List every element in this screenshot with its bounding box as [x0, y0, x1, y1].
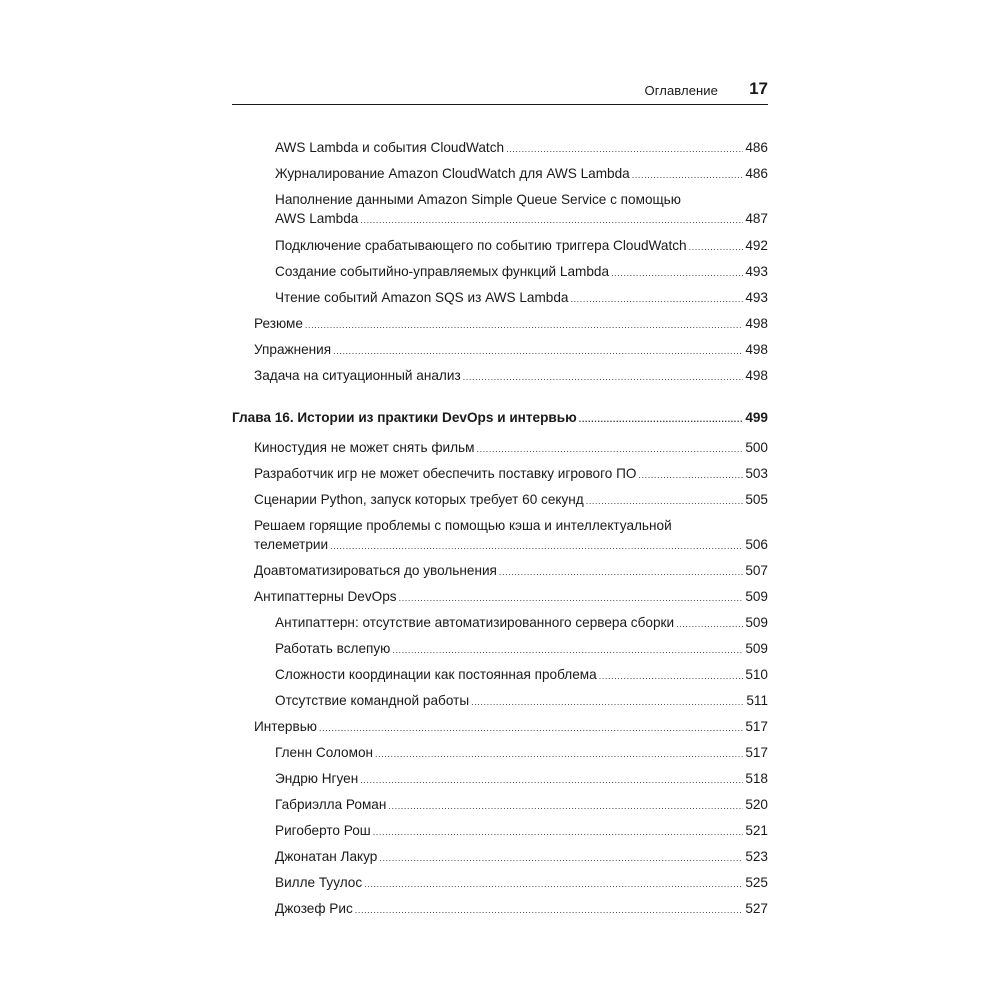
- toc-entry[interactable]: [275, 138, 768, 159]
- dot-leader: [360, 771, 743, 790]
- toc-entry-page: 499: [745, 410, 768, 425]
- dot-leader: [392, 641, 743, 660]
- toc-entry-page: 510: [745, 667, 768, 682]
- toc-entry-label: AWS Lambda и события CloudWatch: [275, 140, 505, 155]
- toc-entry-label-line1: Наполнение данными Amazon Simple Queue Service с помощью: [275, 192, 681, 207]
- dot-leader: [463, 368, 744, 387]
- toc-entry-page: 523: [745, 849, 768, 864]
- dot-leader: [638, 466, 743, 485]
- toc-entry[interactable]: [254, 366, 768, 387]
- toc-entry-page: 509: [745, 641, 768, 656]
- toc-entry-label: Интервью: [254, 719, 317, 734]
- toc-entry-label: Джозеф Рис: [275, 901, 353, 916]
- toc-entry-label: Гленн Соломон: [275, 745, 374, 760]
- toc-entry-page: 498: [745, 316, 768, 331]
- toc-entry[interactable]: [275, 899, 768, 920]
- toc-entry[interactable]: [254, 717, 768, 738]
- dot-leader: [586, 492, 744, 511]
- toc-entry-label: Работать вслепую: [275, 641, 391, 656]
- toc-entry[interactable]: [254, 516, 768, 556]
- toc-entry-page: 507: [745, 563, 768, 578]
- dot-leader: [379, 849, 743, 868]
- dot-leader: [579, 410, 744, 429]
- dot-leader: [319, 719, 743, 738]
- dot-leader: [570, 290, 743, 309]
- toc-entry-label: Ригоберто Рош: [275, 823, 371, 838]
- dot-leader: [471, 693, 744, 712]
- header-page-number: 17: [749, 79, 768, 98]
- dot-leader: [375, 745, 743, 764]
- toc-entry-label: Сценарии Python, запуск которых требует 60 секунд: [254, 492, 584, 507]
- dot-leader: [305, 316, 743, 335]
- dot-leader: [689, 238, 744, 257]
- dot-leader: [599, 667, 744, 686]
- toc-entry-label: Разработчик игр не может обеспечить поставку игрового ПО: [254, 466, 637, 481]
- dot-leader: [373, 823, 744, 842]
- toc-entry[interactable]: [254, 340, 768, 361]
- toc-entry-label: Глава 16. Истории из практики DevOps и интервью: [232, 410, 577, 425]
- dot-leader: [388, 797, 743, 816]
- toc-entry-label: Джонатан Лакур: [275, 849, 378, 864]
- dot-leader: [632, 166, 744, 185]
- toc-entry-page: 517: [745, 719, 768, 734]
- toc-entry-page: 517: [745, 745, 768, 760]
- dot-leader: [330, 537, 743, 556]
- toc-entry-page: 486: [745, 166, 768, 181]
- toc-entry-label: Киностудия не может снять фильм: [254, 440, 475, 455]
- toc-entry-label: Габриэлла Роман: [275, 797, 387, 812]
- toc-entry-page: 527: [745, 901, 768, 916]
- toc-entry-page: 498: [745, 368, 768, 383]
- toc-entry-page: 520: [745, 797, 768, 812]
- toc-entry-page: 509: [745, 615, 768, 630]
- toc-entry-page: 493: [745, 290, 768, 305]
- toc-entry[interactable]: [254, 314, 768, 335]
- toc-entry-label: Чтение событий Amazon SQS из AWS Lambda: [275, 290, 569, 305]
- toc-entry-page: 492: [745, 238, 768, 253]
- toc-entry-label: Подключение срабатывающего по событию триггера CloudWatch: [275, 238, 687, 253]
- header-title: Оглавление: [644, 83, 718, 98]
- toc-entry[interactable]: [254, 561, 768, 582]
- toc-entry[interactable]: [254, 490, 768, 511]
- toc-entry-page: 486: [745, 140, 768, 155]
- toc-entry-label: Вилле Туулос: [275, 875, 363, 890]
- dot-leader: [399, 589, 744, 608]
- toc-entry-label: Отсутствие командной работы: [275, 693, 470, 708]
- toc-entry[interactable]: [275, 288, 768, 309]
- toc-entry-label: Доавтоматизироваться до увольнения: [254, 563, 497, 578]
- toc-entry[interactable]: [275, 769, 768, 790]
- toc-entry-page: 506: [745, 537, 768, 552]
- toc-entry[interactable]: [275, 847, 768, 868]
- toc-entry-page: 493: [745, 264, 768, 279]
- toc-entry-label: Антипаттерн: отсутствие автоматизированного сервера сборки: [275, 615, 675, 630]
- toc-entry-page: 521: [745, 823, 768, 838]
- toc-entry[interactable]: [275, 821, 768, 842]
- dot-leader: [499, 563, 743, 582]
- toc-entry-label: Сложности координации как постоянная проблема: [275, 667, 597, 682]
- dot-leader: [676, 615, 743, 634]
- toc-entry[interactable]: [275, 873, 768, 894]
- toc-entry[interactable]: [254, 438, 768, 459]
- toc-entry-page: 487: [745, 211, 768, 226]
- toc-entry[interactable]: [275, 691, 768, 712]
- toc-entry-page: 503: [745, 466, 768, 481]
- dot-leader: [611, 264, 743, 283]
- toc-entry-label: Задача на ситуационный анализ: [254, 368, 461, 383]
- toc-entry[interactable]: [254, 587, 768, 608]
- toc-entry-page: 500: [745, 440, 768, 455]
- toc-entry-page: 505: [745, 492, 768, 507]
- dot-leader: [360, 211, 743, 230]
- toc-entry-page: 518: [745, 771, 768, 786]
- toc-entry[interactable]: [254, 464, 768, 485]
- toc-entry-label: Журналирование Amazon CloudWatch для AWS Lambda: [275, 166, 630, 181]
- toc-entry-label-line1: Решаем горящие проблемы с помощью кэша и интеллектуальной: [254, 518, 672, 533]
- dot-leader: [355, 901, 744, 920]
- toc-entry-page: 511: [746, 693, 768, 708]
- toc-entry[interactable]: [275, 262, 768, 283]
- toc-entry[interactable]: [275, 236, 768, 257]
- toc-entry[interactable]: [275, 743, 768, 764]
- toc-entry[interactable]: [275, 795, 768, 816]
- dot-leader: [476, 440, 743, 459]
- toc-entry[interactable]: [275, 639, 768, 660]
- toc-chapter-entry[interactable]: [232, 408, 768, 429]
- toc-entry[interactable]: [275, 164, 768, 185]
- dot-leader: [506, 140, 743, 159]
- toc-entry[interactable]: [275, 190, 768, 230]
- toc-entry-page: 525: [745, 875, 768, 890]
- toc-entry-label: Резюме: [254, 316, 303, 331]
- toc-entry-label: телеметрии: [254, 537, 329, 552]
- toc-entry[interactable]: [275, 665, 768, 686]
- toc-entry-label: Антипаттерны DevOps: [254, 589, 397, 604]
- toc-entry-label: Упражнения: [254, 342, 332, 357]
- toc-entry-label: AWS Lambda: [275, 211, 359, 226]
- toc-entry-page: 498: [745, 342, 768, 357]
- dot-leader: [333, 342, 743, 361]
- toc-entry-label: Эндрю Нгуен: [275, 771, 359, 786]
- dot-leader: [364, 875, 743, 894]
- toc-entry[interactable]: [275, 613, 768, 634]
- toc-entry-label: Создание событийно-управляемых функций Lambda: [275, 264, 610, 279]
- toc-entry-page: 509: [745, 589, 768, 604]
